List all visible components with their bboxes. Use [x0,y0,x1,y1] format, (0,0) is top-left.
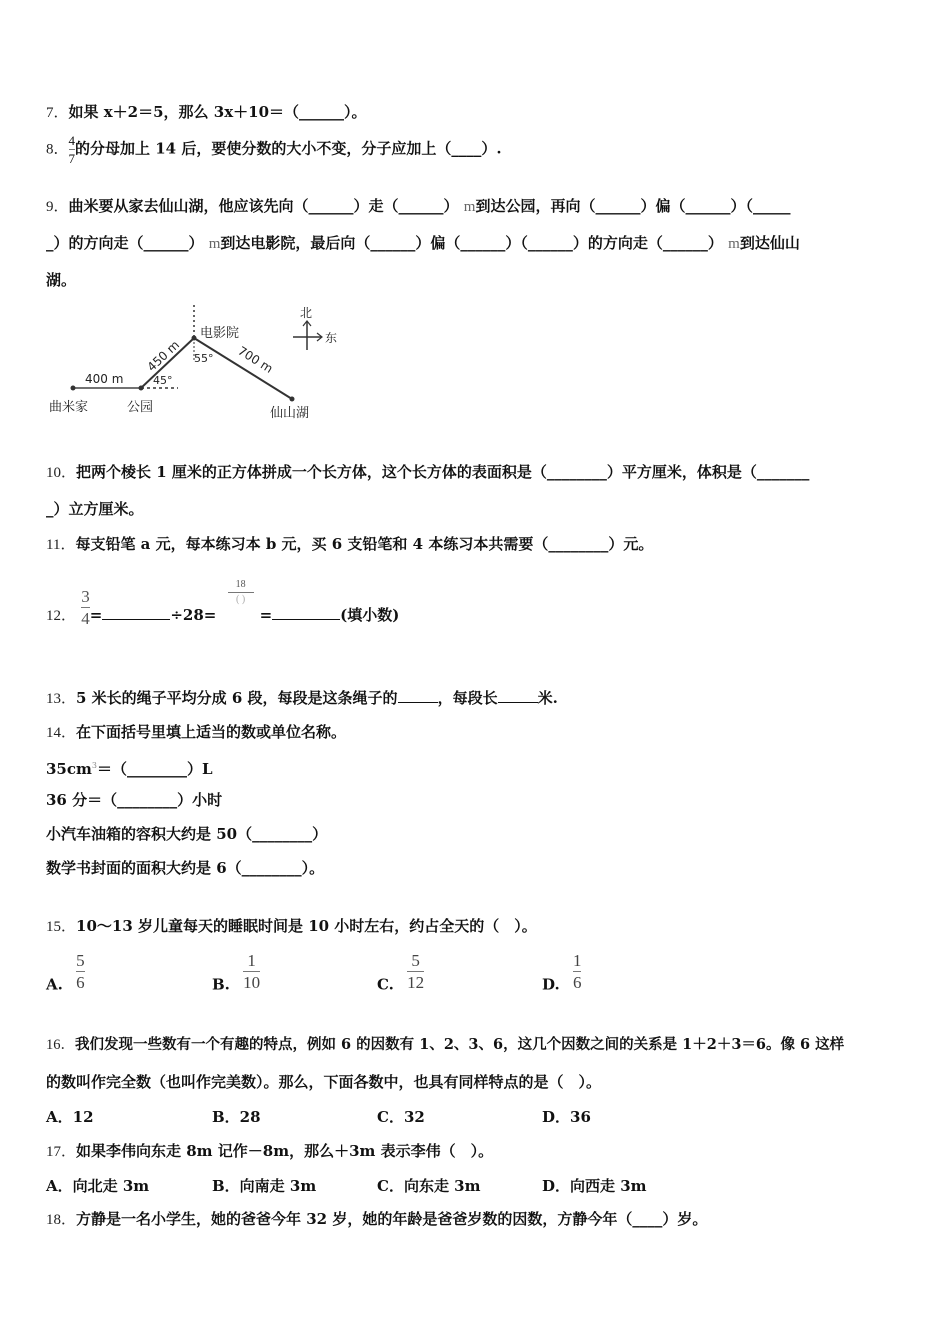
question-text: 的数叫作完全数（也叫作完美数）。那么，下面各数中，也具有同样特点的是（ ）。 [46,1073,602,1091]
distance-label: 700 m [235,343,276,376]
question-number: 17． [46,1144,77,1160]
numerator: 3 [81,587,90,606]
numerator: 1 [247,951,256,970]
question-tail: (填小数) [340,606,400,624]
angle-label: 45° [153,374,173,387]
item-text: 35cm [46,760,92,778]
equals: = [259,606,273,624]
answer-blank[interactable] [398,688,438,703]
fraction [228,580,254,605]
option-c[interactable] [377,952,424,994]
option-a[interactable]: A．向北走 3m [46,1177,150,1195]
option-d[interactable]: D．向西走 3m [542,1177,647,1195]
question-12 [46,580,399,635]
question-number: 9． [46,199,69,215]
question-13 [46,688,558,709]
question-9-line-3 [46,270,76,290]
question-text: 如果李伟向东走 8m 记作－8m，那么＋3m 表示李伟（ ）。 [76,1142,494,1160]
fraction-bar [228,592,254,593]
home-point [71,386,76,391]
option-b[interactable]: B．28 [212,1108,261,1126]
question-14 [46,722,346,743]
question-number: 12． [46,608,77,624]
denominator: 4 [81,609,90,628]
question-text: 每支铅笔 a 元，每本练习本 b 元，买 6 支铅笔和 4 本练习本共需要（________）元。 [75,535,654,553]
question-9-line-1 [46,196,790,217]
lake-point [290,397,295,402]
denominator: 7 [68,151,76,166]
question-text: _）立方厘米。 [46,500,144,518]
numerator: 4 [68,133,76,148]
question-9-line-2 [46,233,800,254]
denominator: 12 [407,973,425,992]
angle-label: 55° [194,352,214,365]
question-number: 8． [46,141,69,158]
fraction-bar [243,971,260,972]
fraction-bar [407,971,424,972]
question-tail: ）. [481,139,502,158]
question-7 [46,102,367,123]
question-number: 7． [46,105,69,121]
numerator: 1 [572,951,582,970]
question-text: 方静是一名小学生，她的爸爸今年 32 岁，她的年龄是爸爸岁数的因数，方静今年（____）岁。 [76,1210,708,1228]
option-b[interactable] [212,952,260,994]
question-text: 米. [537,689,558,707]
fraction [407,952,424,991]
question-15 [46,916,537,937]
numerator: 18 [235,579,246,590]
cinema-label: 电影院 [200,326,240,341]
option-d[interactable] [542,952,581,994]
question-14-item-1 [46,756,213,779]
cinema-point [192,336,197,341]
fraction [573,952,582,991]
question-18 [46,1209,707,1230]
option-c[interactable]: C．32 [377,1108,425,1126]
question-text: 的分母加上 14 后，要使分数的大小不变，分子应加上（ [75,139,452,158]
option-d[interactable]: D．36 [542,1108,591,1126]
answer-blank[interactable] [272,605,340,620]
question-text: 在下面括号里填上适当的数或单位名称。 [76,723,347,741]
unit-m: m [728,236,740,252]
option-b[interactable]: B．向南走 3m [212,1177,317,1195]
question-number: 11． [46,537,76,553]
denominator-blank[interactable]: ( ) [235,594,246,605]
distance-label: 450 m [144,337,183,375]
option-c[interactable]: C．向东走 3m [377,1177,481,1195]
answer-blank[interactable]: ____ [451,139,482,158]
option-a[interactable]: A．12 [46,1108,94,1126]
question-10-line-2 [46,499,144,519]
answer-blank[interactable] [498,688,538,703]
question-16-line-1 [46,1035,844,1055]
question-tail: ）。 [344,103,367,121]
denominator: 6 [76,973,85,992]
question-text: 湖。 [46,271,77,289]
north-label: 北 [300,306,313,320]
item-text: 数学书封面的面积大约是 6（________）。 [46,859,325,877]
denominator: 6 [572,973,582,992]
fraction [81,588,90,627]
question-14-item-2 [46,790,222,810]
question-number: 13． [46,691,77,707]
numerator: 5 [76,951,85,970]
question-text: 到达仙山 [739,234,800,252]
item-text: ＝（________）L [96,760,213,778]
question-number: 10． [46,465,77,481]
question-text: 到达电影院，最后向（______）偏（______）（______）的方向走（______） [220,234,723,252]
option-a[interactable] [46,952,85,994]
question-14-item-4 [46,858,324,878]
home-label: 曲米家 [49,400,89,415]
numerator: 5 [411,951,420,970]
superscript: 3 [91,761,97,770]
unit-m: m [463,199,476,215]
question-number: 15． [46,919,77,935]
option-label: B. [212,975,230,994]
east-label: 东 [325,331,338,345]
option-label: D. [542,975,560,994]
answer-blank[interactable] [102,605,170,620]
question-text: 把两个棱长 1 厘米的正方体拼成一个长方体，这个长方体的表面积是（________）平方厘米，体积是（_______ [76,463,810,481]
denominator: 10 [243,973,261,992]
question-text: 到达公园，再向（______）偏（______）（_____ [475,197,791,215]
question-8 [46,134,502,165]
question-number: 16． [46,1037,75,1053]
unit-m: m [208,236,221,252]
fraction [76,952,85,991]
division-text: ÷28= [170,606,217,624]
question-text: 10～13 岁儿童每天的睡眠时间是 10 小时左右，约占全天的（ ）。 [76,917,537,935]
question-text: 我们发现一些数有一个有趣的特点，例如 6 的因数有 1、2、3、6，这几个因数之间的关系是 1＋2＋3＝6。像 6 这样 [75,1036,845,1053]
question-16-line-2 [46,1072,601,1092]
park-label: 公园 [127,400,154,415]
route-diagram [40,300,360,430]
park-point [139,386,144,391]
question-text: 曲米要从家去仙山湖，他应该先向（______）走（______） [68,197,459,215]
answer-blank[interactable]: ______ [299,103,345,121]
item-text: 36 分＝（________）小时 [46,791,223,809]
question-text: ，每段长 [437,689,498,707]
question-text: 如果 x＋2＝5，那么 3x＋10＝（ [68,103,300,121]
item-text: 小汽车油箱的容积大约是 50（________） [46,825,328,843]
question-10-line-1 [46,462,809,483]
option-label: C. [377,975,394,994]
fraction-bar [573,971,582,972]
question-number: 14． [46,725,77,741]
question-text: 5 米长的绳子平均分成 6 段，每段是这条绳子的 [76,689,398,707]
question-number: 18． [46,1212,77,1228]
compass-icon [293,306,337,350]
fraction [243,952,260,991]
fraction-bar [76,971,85,972]
question-text: _）的方向走（______） [46,234,204,252]
question-14-item-3 [46,824,327,844]
distance-label: 400 m [85,372,124,386]
lake-label: 仙山湖 [270,406,310,421]
option-label: A. [46,975,63,994]
fraction-bar [81,607,90,608]
equals: = [89,606,103,624]
question-11 [46,534,653,555]
question-17 [46,1141,493,1162]
